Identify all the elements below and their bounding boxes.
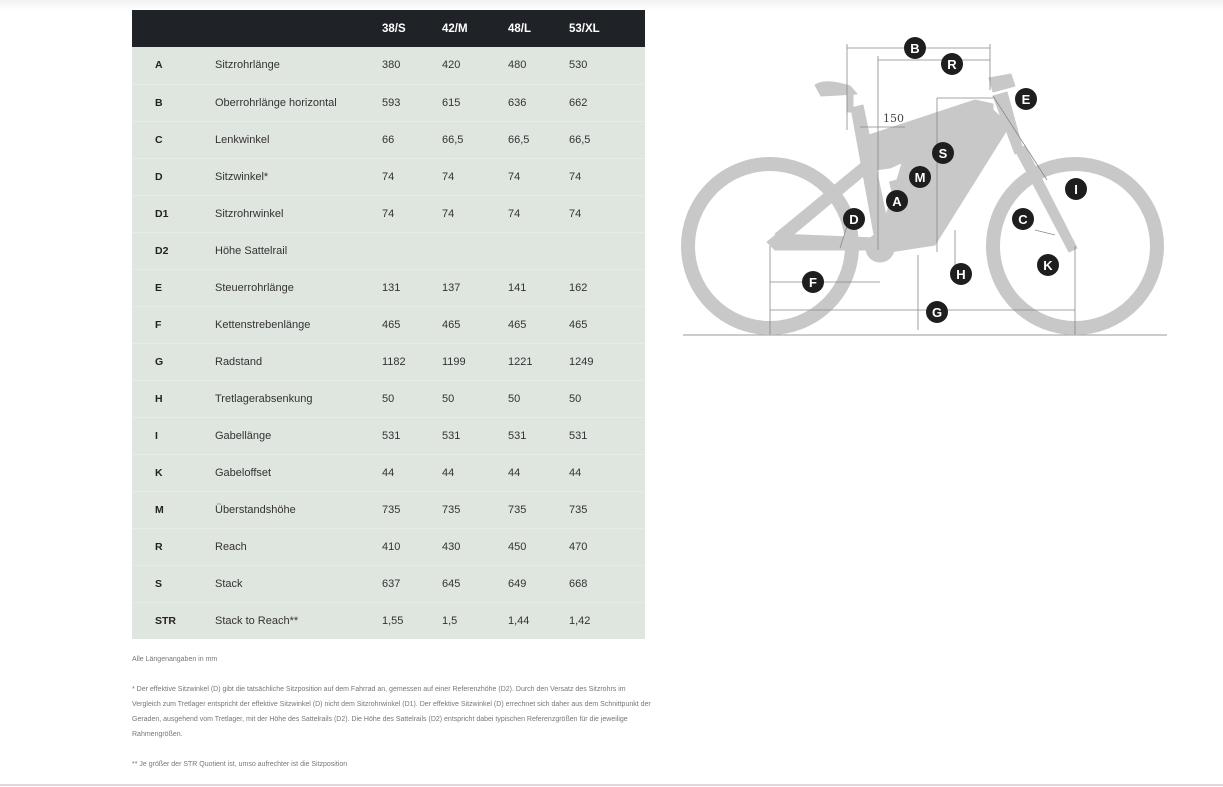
svg-text:M: M bbox=[914, 170, 926, 185]
table-row bbox=[132, 121, 645, 158]
marker-F-icon bbox=[802, 271, 824, 293]
table-row bbox=[132, 380, 645, 417]
row-value: 1249 bbox=[569, 343, 645, 380]
table-row bbox=[132, 306, 645, 343]
seat-angle-note: * Der effektive Sitzwinkel (D) gibt die tatsächliche Sitzposition auf dem Fahrrad an, gemessen auf einer Referenzhöhe (D2). Durch den Versatz des Sitzrohrs im Vergleich zum Tretlager entspricht der effektive Sitzwinkel (D) nicht dem Sitzrohrwinkel (D1). Der effektive Sitzwinkel (D) errechnet sich daher aus dem Schnittpunkt der Geraden, ausgehend vom Tretlager, mit der Höhe des Sattelrails (D2). Die Höhe des Sattelrails (D2) entspricht dabei typischen Referenzgrößen für die jeweilige Rahmengrößen. bbox=[132, 686, 651, 738]
row-value: 74 bbox=[382, 158, 442, 195]
row-value: 74 bbox=[382, 195, 442, 232]
row-code: M bbox=[132, 491, 215, 528]
row-value: 131 bbox=[382, 269, 442, 306]
table-row bbox=[132, 528, 645, 565]
row-value: 735 bbox=[508, 491, 569, 528]
header-code bbox=[132, 10, 215, 47]
row-value: 735 bbox=[382, 491, 442, 528]
marker-G-icon bbox=[926, 301, 948, 323]
row-label: Überstandshöhe bbox=[215, 491, 382, 528]
row-value: 593 bbox=[382, 84, 442, 121]
row-value: 1199 bbox=[442, 343, 508, 380]
table-row bbox=[132, 47, 645, 84]
row-value: 162 bbox=[569, 269, 645, 306]
table-row bbox=[132, 84, 645, 121]
row-value: 531 bbox=[382, 417, 442, 454]
row-value: 645 bbox=[442, 565, 508, 602]
row-value: 735 bbox=[442, 491, 508, 528]
row-label: Höhe Sattelrail bbox=[215, 232, 382, 269]
svg-text:F: F bbox=[809, 275, 817, 290]
row-value: 637 bbox=[382, 565, 442, 602]
svg-text:H: H bbox=[956, 267, 966, 282]
row-label: Kettenstrebenlänge bbox=[215, 306, 382, 343]
svg-text:S: S bbox=[938, 146, 948, 161]
row-code: H bbox=[132, 380, 215, 417]
row-value: 410 bbox=[382, 528, 442, 565]
table-row bbox=[132, 232, 645, 269]
row-value: 668 bbox=[569, 565, 645, 602]
top-shadow bbox=[0, 0, 1223, 10]
svg-text:K: K bbox=[1043, 258, 1053, 273]
row-code: C bbox=[132, 121, 215, 158]
row-value: 531 bbox=[508, 417, 569, 454]
row-value: 50 bbox=[382, 380, 442, 417]
marker-H-icon bbox=[950, 263, 972, 285]
header-name bbox=[215, 10, 382, 47]
header-size-m: 42/M bbox=[442, 22, 468, 35]
row-value: 1,55 bbox=[382, 614, 404, 627]
marker-C-icon bbox=[1012, 208, 1034, 230]
row-code: STR bbox=[155, 614, 176, 627]
row-value bbox=[508, 232, 569, 269]
footnotes bbox=[132, 652, 652, 787]
row-value: 530 bbox=[569, 47, 645, 84]
svg-text:C: C bbox=[1018, 212, 1028, 227]
row-value: 380 bbox=[382, 47, 442, 84]
svg-text:A: A bbox=[892, 194, 902, 209]
row-value: 480 bbox=[508, 47, 569, 84]
marker-E-icon bbox=[1015, 88, 1037, 110]
table-row bbox=[132, 269, 645, 306]
marker-S-icon bbox=[932, 142, 954, 164]
row-code: K bbox=[132, 454, 215, 491]
row-label: Gabeloffset bbox=[215, 454, 382, 491]
row-value: 44 bbox=[508, 454, 569, 491]
row-value: 470 bbox=[569, 528, 645, 565]
row-label: Radstand bbox=[215, 343, 382, 380]
row-value: 465 bbox=[569, 306, 645, 343]
row-label: Stack to Reach** bbox=[215, 614, 299, 627]
row-value bbox=[382, 232, 442, 269]
row-value: 1,44 bbox=[508, 614, 530, 627]
row-code: R bbox=[132, 528, 215, 565]
row-value: 649 bbox=[508, 565, 569, 602]
row-value: 74 bbox=[508, 158, 569, 195]
dimension-150: 150 bbox=[883, 112, 904, 125]
row-code: D1 bbox=[132, 195, 215, 232]
table-row bbox=[132, 343, 645, 380]
row-label: Stack bbox=[215, 565, 382, 602]
row-value: 1182 bbox=[382, 343, 442, 380]
row-value: 44 bbox=[442, 454, 508, 491]
row-label: Gabellänge bbox=[215, 417, 382, 454]
row-value: 735 bbox=[569, 491, 645, 528]
table-row bbox=[132, 491, 645, 528]
row-value: 74 bbox=[508, 195, 569, 232]
row-value: 465 bbox=[382, 306, 442, 343]
row-label: Sitzwinkel* bbox=[215, 158, 382, 195]
row-value: 1,42 bbox=[569, 614, 591, 627]
row-value: 50 bbox=[442, 380, 508, 417]
row-value bbox=[442, 232, 508, 269]
marker-K-icon bbox=[1037, 254, 1059, 276]
row-value: 465 bbox=[442, 306, 508, 343]
row-value: 50 bbox=[569, 380, 645, 417]
table-row bbox=[132, 158, 645, 195]
row-value: 66 bbox=[382, 121, 442, 158]
row-code: I bbox=[132, 417, 215, 454]
row-value: 141 bbox=[508, 269, 569, 306]
marker-I-icon bbox=[1065, 178, 1087, 200]
units-note: Alle Längenangaben in mm bbox=[132, 656, 218, 663]
bottom-divider bbox=[0, 784, 1223, 786]
svg-text:D: D bbox=[849, 212, 859, 227]
row-label: Lenkwinkel bbox=[215, 121, 382, 158]
row-value: 74 bbox=[442, 158, 508, 195]
str-note: ** Je größer der STR Quotient ist, umso aufrechter ist die Sitzposition bbox=[132, 761, 348, 768]
row-label: Steuerrohrlänge bbox=[215, 269, 382, 306]
row-code: D bbox=[132, 158, 215, 195]
row-value: 50 bbox=[508, 380, 569, 417]
row-value: 74 bbox=[442, 195, 508, 232]
row-value: 74 bbox=[569, 195, 645, 232]
row-value: 1,5 bbox=[442, 614, 458, 627]
row-value: 137 bbox=[442, 269, 508, 306]
header-size-xl: 53/XL bbox=[569, 22, 600, 35]
geometry-table bbox=[132, 10, 645, 639]
row-label: Sitzrohrwinkel bbox=[215, 195, 382, 232]
table-row bbox=[132, 195, 645, 232]
row-value: 44 bbox=[382, 454, 442, 491]
row-value: 66,5 bbox=[508, 121, 569, 158]
row-value: 636 bbox=[508, 84, 569, 121]
table-row bbox=[132, 565, 645, 602]
row-code: A bbox=[132, 47, 215, 84]
row-code: B bbox=[132, 84, 215, 121]
svg-text:E: E bbox=[1021, 92, 1031, 107]
row-value: 430 bbox=[442, 528, 508, 565]
row-value: 450 bbox=[508, 528, 569, 565]
table-header-row bbox=[132, 10, 645, 47]
row-code: G bbox=[132, 343, 215, 380]
row-value: 66,5 bbox=[442, 121, 508, 158]
row-label: Tretlagerabsenkung bbox=[215, 380, 382, 417]
table-row bbox=[132, 417, 645, 454]
svg-text:G: G bbox=[931, 305, 943, 320]
row-value: 615 bbox=[442, 84, 508, 121]
row-value: 1221 bbox=[508, 343, 569, 380]
row-code: D2 bbox=[132, 232, 215, 269]
svg-text:I: I bbox=[1074, 182, 1078, 197]
marker-A-icon bbox=[886, 190, 908, 212]
row-value: 66,5 bbox=[569, 121, 645, 158]
row-value: 74 bbox=[569, 158, 645, 195]
row-value: 531 bbox=[569, 417, 645, 454]
row-label: Reach bbox=[215, 528, 382, 565]
marker-R-icon bbox=[941, 53, 963, 75]
row-code: S bbox=[132, 565, 215, 602]
row-value: 531 bbox=[442, 417, 508, 454]
table-row bbox=[132, 602, 645, 639]
row-label: Oberrohrlänge horizontal bbox=[215, 84, 382, 121]
row-value: 420 bbox=[442, 47, 508, 84]
svg-text:R: R bbox=[947, 57, 957, 72]
row-value: 465 bbox=[508, 306, 569, 343]
row-value: 662 bbox=[569, 84, 645, 121]
bike-geometry-diagram bbox=[675, 30, 1175, 350]
row-code: F bbox=[132, 306, 215, 343]
svg-text:B: B bbox=[910, 41, 920, 56]
row-value bbox=[569, 232, 645, 269]
marker-D-icon bbox=[843, 208, 865, 230]
marker-B-icon bbox=[904, 37, 926, 59]
row-code: E bbox=[132, 269, 215, 306]
row-label: Sitzrohrlänge bbox=[215, 47, 382, 84]
header-size-l: 48/L bbox=[508, 22, 532, 35]
marker-M-icon bbox=[909, 166, 931, 188]
header-size-s: 38/S bbox=[382, 22, 406, 35]
table-row bbox=[132, 454, 645, 491]
row-value: 44 bbox=[569, 454, 645, 491]
